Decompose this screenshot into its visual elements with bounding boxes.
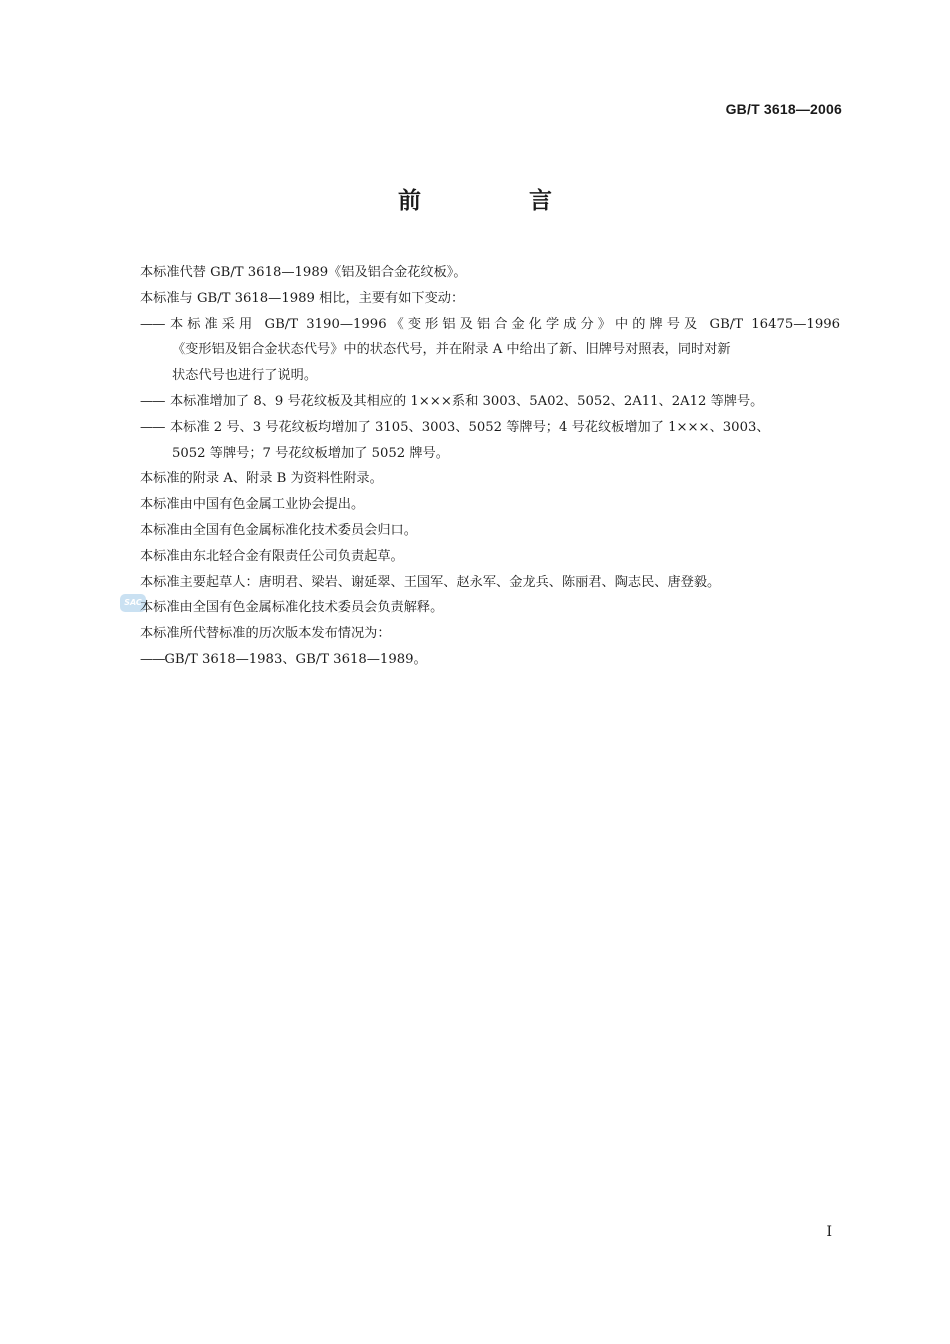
paragraph-centralized-by: 本标准由全国有色金属标准化技术委员会归口。	[140, 522, 417, 538]
change-item-1	[140, 312, 840, 389]
foreword-body	[140, 260, 840, 673]
watermark-logo: SAC	[120, 594, 146, 612]
paragraph-changes-intro: 本标准与 GB/T 3618—1989 相比，主要有如下变动：	[140, 290, 465, 306]
change-item-2	[140, 389, 840, 415]
paragraph-history-intro: 本标准所代替标准的历次版本发布情况为：	[140, 626, 391, 642]
history-versions	[140, 647, 840, 673]
dash-marker: ——	[140, 393, 165, 409]
page-number: I	[826, 1224, 832, 1240]
paragraph-interpreted-by: 本标准由全国有色金属标准化技术委员会负责解释。	[140, 600, 444, 616]
change-item-line: 状态代号也进行了说明。	[172, 368, 318, 384]
change-item-line: 本标准 2 号、3 号花纹板均增加了 3105、3003、5052 等牌号；4 号花纹板增加了 1×××、3003、	[170, 419, 770, 435]
history-versions-text: GB/T 3618—1983、GB/T 3618—1989。	[164, 651, 427, 667]
change-item-line: 5052 等牌号；7 号花纹板增加了 5052 牌号。	[172, 445, 449, 461]
paragraph-drafted-by: 本标准由东北轻合金有限责任公司负责起草。	[140, 548, 404, 564]
change-item-line: 本标准采用 GB/T 3190—1996《变形铝及铝合金化学成分》中的牌号及 GB/T 16475—1996	[170, 316, 840, 332]
dash-marker: ——	[140, 419, 165, 435]
paragraph-replaces: 本标准代替 GB/T 3618—1989《铝及铝合金花纹板》。	[140, 265, 467, 280]
change-item-3	[140, 415, 840, 467]
paragraph-appendix: 本标准的附录 A、附录 B 为资料性附录。	[140, 471, 383, 487]
paragraph-proposed-by: 本标准由中国有色金属工业协会提出。	[140, 497, 365, 513]
dash-marker: ——	[140, 316, 165, 332]
page-title: 前 言	[397, 188, 602, 214]
paragraph-drafters: 本标准主要起草人：唐明君、梁岩、谢延翠、王国军、赵永军、金龙兵、陈丽君、陶志民、唐登毅。	[140, 574, 721, 590]
dash-marker: ——	[140, 651, 165, 667]
change-item-line: 本标准增加了 8、9 号花纹板及其相应的 1×××系和 3003、5A02、5052、2A11、2A12 等牌号。	[170, 393, 764, 409]
standard-code: GB/T 3618—2006	[725, 101, 842, 117]
change-item-line: 《变形铝及铝合金状态代号》中的状态代号，并在附录 A 中给出了新、旧牌号对照表，同时对新	[172, 342, 731, 358]
